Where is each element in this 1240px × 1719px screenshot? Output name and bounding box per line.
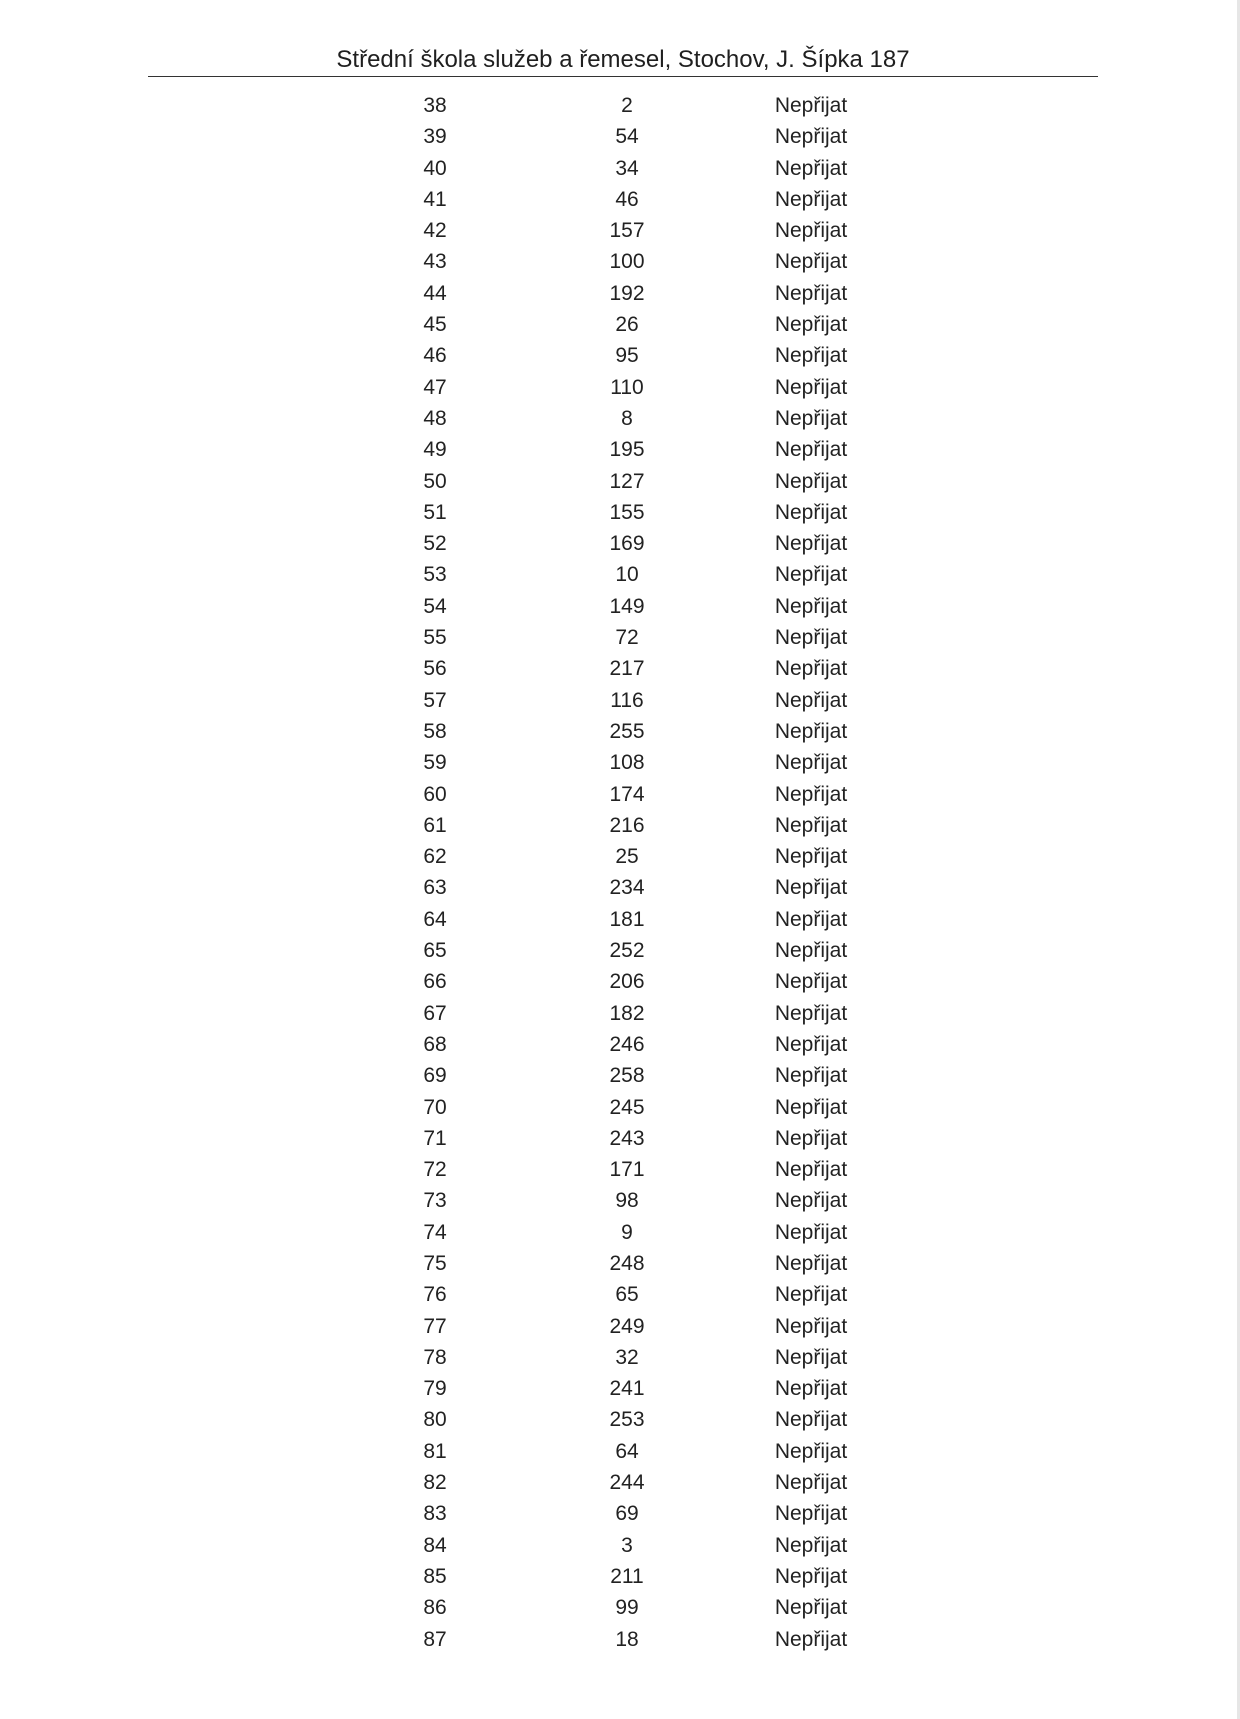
row-order-number: 80 <box>423 1408 447 1432</box>
row-result: Nepřijat <box>774 313 848 337</box>
table-row <box>0 591 1240 622</box>
row-order-number: 41 <box>423 187 447 211</box>
table-row <box>0 1436 1240 1467</box>
row-result: Nepřijat <box>774 156 848 180</box>
row-order-number: 61 <box>423 813 447 837</box>
row-result: Nepřijat <box>774 782 848 806</box>
row-order-number: 38 <box>423 94 447 117</box>
row-applicant-code: 46 <box>615 187 639 211</box>
row-order-number: 62 <box>423 845 447 869</box>
row-result: Nepřijat <box>774 970 848 994</box>
table-row <box>0 434 1240 465</box>
row-applicant-code: 99 <box>615 1596 639 1620</box>
table-row <box>0 278 1240 309</box>
row-order-number: 71 <box>423 1126 447 1150</box>
row-result: Nepřijat <box>774 1064 848 1088</box>
row-applicant-code: 127 <box>609 469 645 493</box>
row-result: Nepřijat <box>774 688 848 712</box>
row-applicant-code: 34 <box>615 156 639 180</box>
row-applicant-code: 72 <box>615 626 639 650</box>
row-applicant-code: 2 <box>621 94 633 117</box>
row-applicant-code: 258 <box>609 1064 645 1088</box>
row-applicant-code: 243 <box>609 1126 645 1150</box>
row-result: Nepřijat <box>774 1564 848 1588</box>
row-result: Nepřijat <box>774 1533 848 1557</box>
table-row <box>0 1248 1240 1279</box>
row-order-number: 58 <box>423 719 447 743</box>
row-result: Nepřijat <box>774 1251 848 1275</box>
row-applicant-code: 8 <box>621 406 633 430</box>
row-applicant-code: 253 <box>609 1408 645 1432</box>
row-applicant-code: 108 <box>609 751 645 775</box>
row-order-number: 85 <box>423 1564 447 1588</box>
row-result: Nepřijat <box>774 469 848 493</box>
table-row <box>0 403 1240 434</box>
table-row <box>0 1185 1240 1216</box>
table-row <box>0 372 1240 403</box>
row-order-number: 76 <box>423 1283 447 1307</box>
table-row <box>0 1029 1240 1060</box>
page-header: Střední škola služeb a řemesel, Stochov, J. Šípka 187 <box>336 46 910 73</box>
row-result: Nepřijat <box>774 751 848 775</box>
row-result: Nepřijat <box>774 594 848 618</box>
row-order-number: 54 <box>423 594 447 618</box>
row-order-number: 72 <box>423 1158 447 1182</box>
row-result: Nepřijat <box>774 813 848 837</box>
row-result: Nepřijat <box>774 1627 848 1651</box>
row-result: Nepřijat <box>774 626 848 650</box>
row-applicant-code: 69 <box>615 1502 639 1526</box>
table-row <box>0 904 1240 935</box>
row-order-number: 77 <box>423 1314 447 1338</box>
row-applicant-code: 255 <box>609 719 645 743</box>
row-order-number: 83 <box>423 1502 447 1526</box>
table-row <box>0 121 1240 152</box>
row-result: Nepřijat <box>774 187 848 211</box>
row-applicant-code: 95 <box>615 344 639 368</box>
row-order-number: 82 <box>423 1471 447 1495</box>
row-applicant-code: 98 <box>615 1189 639 1213</box>
row-result: Nepřijat <box>774 1596 848 1620</box>
row-order-number: 55 <box>423 626 447 650</box>
row-result: Nepřijat <box>774 845 848 869</box>
row-applicant-code: 157 <box>609 219 645 243</box>
table-row <box>0 528 1240 559</box>
table-row <box>0 1154 1240 1185</box>
row-applicant-code: 244 <box>609 1471 645 1495</box>
table-row <box>0 1279 1240 1310</box>
row-order-number: 81 <box>423 1439 447 1463</box>
table-row <box>0 1217 1240 1248</box>
row-result: Nepřijat <box>774 1001 848 1025</box>
row-applicant-code: 246 <box>609 1032 645 1056</box>
row-order-number: 67 <box>423 1001 447 1025</box>
table-row <box>0 1404 1240 1435</box>
row-result: Nepřijat <box>774 1502 848 1526</box>
row-order-number: 73 <box>423 1189 447 1213</box>
row-order-number: 53 <box>423 563 447 587</box>
row-order-number: 68 <box>423 1032 447 1056</box>
row-result: Nepřijat <box>774 1314 848 1338</box>
row-result: Nepřijat <box>774 344 848 368</box>
table-row <box>0 1592 1240 1623</box>
table-row <box>0 90 1240 121</box>
table-row <box>0 966 1240 997</box>
results-table <box>0 90 1240 1655</box>
row-result: Nepřijat <box>774 1220 848 1244</box>
row-applicant-code: 211 <box>610 1564 644 1588</box>
row-result: Nepřijat <box>774 939 848 963</box>
row-order-number: 56 <box>423 657 447 681</box>
row-applicant-code: 174 <box>609 782 645 806</box>
row-result: Nepřijat <box>774 1439 848 1463</box>
row-applicant-code: 195 <box>609 438 645 462</box>
row-result: Nepřijat <box>774 563 848 587</box>
row-result: Nepřijat <box>774 1408 848 1432</box>
table-row <box>0 466 1240 497</box>
table-row <box>0 1498 1240 1529</box>
row-result: Nepřijat <box>774 1345 848 1369</box>
row-order-number: 42 <box>423 219 447 243</box>
table-row <box>0 747 1240 778</box>
row-result: Nepřijat <box>774 219 848 243</box>
row-order-number: 78 <box>423 1345 447 1369</box>
table-row <box>0 559 1240 590</box>
table-row <box>0 1342 1240 1373</box>
row-order-number: 52 <box>423 532 447 556</box>
row-result: Nepřijat <box>774 719 848 743</box>
table-row <box>0 1624 1240 1655</box>
row-order-number: 59 <box>423 751 447 775</box>
row-applicant-code: 217 <box>609 657 645 681</box>
row-applicant-code: 110 <box>610 375 644 399</box>
table-row <box>0 1467 1240 1498</box>
table-row <box>0 340 1240 371</box>
table-row <box>0 1561 1240 1592</box>
row-order-number: 51 <box>423 500 447 524</box>
table-row <box>0 1060 1240 1091</box>
row-applicant-code: 10 <box>615 563 639 587</box>
table-row <box>0 215 1240 246</box>
row-applicant-code: 3 <box>621 1533 633 1557</box>
row-order-number: 75 <box>423 1251 447 1275</box>
row-result: Nepřijat <box>774 500 848 524</box>
row-applicant-code: 18 <box>615 1627 639 1651</box>
row-order-number: 40 <box>423 156 447 180</box>
row-result: Nepřijat <box>774 532 848 556</box>
row-applicant-code: 26 <box>615 313 639 337</box>
row-applicant-code: 149 <box>609 594 645 618</box>
row-result: Nepřijat <box>774 1032 848 1056</box>
row-result: Nepřijat <box>774 438 848 462</box>
row-order-number: 74 <box>423 1220 447 1244</box>
row-order-number: 64 <box>423 907 447 931</box>
row-result: Nepřijat <box>774 406 848 430</box>
row-order-number: 43 <box>423 250 447 274</box>
row-order-number: 66 <box>423 970 447 994</box>
table-row <box>0 153 1240 184</box>
row-result: Nepřijat <box>774 1471 848 1495</box>
row-result: Nepřijat <box>774 876 848 900</box>
row-order-number: 65 <box>423 939 447 963</box>
table-row <box>0 685 1240 716</box>
table-row <box>0 622 1240 653</box>
row-result: Nepřijat <box>774 1158 848 1182</box>
table-row <box>0 998 1240 1029</box>
row-order-number: 79 <box>423 1377 447 1401</box>
row-result: Nepřijat <box>774 375 848 399</box>
row-order-number: 86 <box>423 1596 447 1620</box>
row-order-number: 57 <box>423 688 447 712</box>
row-order-number: 48 <box>423 406 447 430</box>
row-order-number: 84 <box>423 1533 447 1557</box>
table-row <box>0 1530 1240 1561</box>
row-order-number: 87 <box>423 1627 447 1651</box>
row-applicant-code: 245 <box>609 1095 645 1119</box>
row-applicant-code: 32 <box>615 1345 639 1369</box>
row-applicant-code: 241 <box>609 1377 645 1401</box>
table-row <box>0 246 1240 277</box>
table-row <box>0 779 1240 810</box>
table-row <box>0 716 1240 747</box>
row-order-number: 69 <box>423 1064 447 1088</box>
table-row <box>0 497 1240 528</box>
table-row <box>0 309 1240 340</box>
row-applicant-code: 64 <box>615 1439 639 1463</box>
row-result: Nepřijat <box>774 657 848 681</box>
row-applicant-code: 116 <box>610 688 644 712</box>
row-applicant-code: 249 <box>609 1314 645 1338</box>
table-row <box>0 1373 1240 1404</box>
table-row <box>0 935 1240 966</box>
table-row <box>0 841 1240 872</box>
table-row <box>0 184 1240 215</box>
table-row <box>0 810 1240 841</box>
table-row <box>0 1123 1240 1154</box>
header-divider <box>148 76 1098 77</box>
table-row <box>0 872 1240 903</box>
row-order-number: 44 <box>423 281 447 305</box>
row-applicant-code: 65 <box>615 1283 639 1307</box>
row-applicant-code: 9 <box>621 1220 633 1244</box>
row-applicant-code: 192 <box>609 281 645 305</box>
row-order-number: 70 <box>423 1095 447 1119</box>
table-row <box>0 1092 1240 1123</box>
row-applicant-code: 100 <box>609 250 645 274</box>
row-result: Nepřijat <box>774 907 848 931</box>
row-result: Nepřijat <box>774 125 848 149</box>
row-order-number: 45 <box>423 313 447 337</box>
row-order-number: 39 <box>423 125 447 149</box>
row-result: Nepřijat <box>774 1377 848 1401</box>
row-applicant-code: 182 <box>609 1001 645 1025</box>
row-applicant-code: 206 <box>609 970 645 994</box>
row-applicant-code: 216 <box>609 813 645 837</box>
row-applicant-code: 54 <box>615 125 639 149</box>
row-result: Nepřijat <box>774 1283 848 1307</box>
row-result: Nepřijat <box>774 281 848 305</box>
row-applicant-code: 171 <box>609 1158 645 1182</box>
row-order-number: 49 <box>423 438 447 462</box>
row-applicant-code: 234 <box>609 876 645 900</box>
row-applicant-code: 155 <box>609 500 645 524</box>
row-order-number: 46 <box>423 344 447 368</box>
row-applicant-code: 252 <box>609 939 645 963</box>
row-order-number: 50 <box>423 469 447 493</box>
row-applicant-code: 181 <box>609 907 645 931</box>
row-applicant-code: 25 <box>615 845 639 869</box>
row-applicant-code: 248 <box>609 1251 645 1275</box>
row-result: Nepřijat <box>774 94 848 117</box>
row-result: Nepřijat <box>774 1095 848 1119</box>
row-applicant-code: 169 <box>609 532 645 556</box>
row-result: Nepřijat <box>774 1126 848 1150</box>
row-order-number: 47 <box>423 375 447 399</box>
table-row <box>0 653 1240 684</box>
table-row <box>0 1311 1240 1342</box>
row-order-number: 60 <box>423 782 447 806</box>
row-order-number: 63 <box>423 876 447 900</box>
row-result: Nepřijat <box>774 1189 848 1213</box>
row-result: Nepřijat <box>774 250 848 274</box>
